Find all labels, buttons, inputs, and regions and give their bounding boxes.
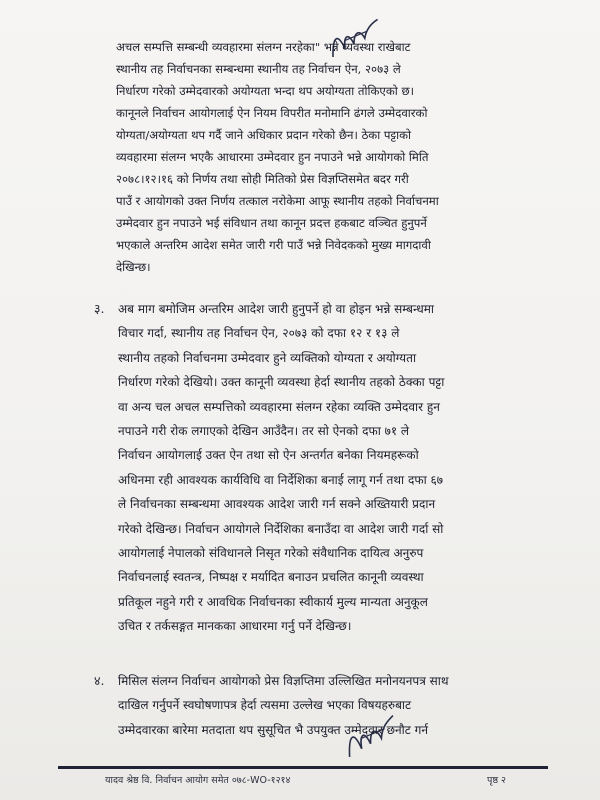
text-line: मिसिल संलग्न निर्वाचन आयोगको प्रेस विज्ञप्तिमा उल्लिखित मनोनयनपत्र साथ (118, 674, 449, 688)
text-line: योग्यता/अयोग्यता थप गर्दै जाने अधिकार प्रदान गरेको छैन। ठेका पट्टाको (116, 128, 412, 142)
text-line: स्थानीय तह निर्वाचनका सम्बन्धमा स्थानीय तह निर्वाचन ऐन, २०७३ ले (116, 62, 401, 76)
text-line: प्रतिकूल नहुने गरी र आवधिक निर्वाचनका स्वीकार्य मुल्य मान्यता अनुकूल (118, 594, 428, 609)
case-reference: यादव श्रेष्ठ वि. निर्वाचन आयोग समेत ०७८-WO-१२१४ (105, 775, 291, 786)
text-line: निर्धारण गरेको उम्मेदवारको अयोग्यता भन्दा थप अयोग्यता तोकिएको छ। (116, 84, 414, 98)
text-line: गरेको देखिन्छ। निर्वाचन आयोगले निर्देशिका बनाउँदा वा आदेश जारी गर्दा सो (118, 521, 444, 536)
paragraph-4 (118, 669, 530, 742)
text-line: विचार गर्दा, स्थानीय तह निर्वाचन ऐन, २०७३ को दफा १२ र १३ ले (118, 326, 400, 341)
text-line: व्यवहारमा संलग्न भएकै आधारमा उम्मेदवार हुन नपाउने भन्ने आयोगको मिति (116, 150, 429, 164)
text-line: नपाउने गरी रोक लगाएको देखिन आउँदैन। तर सो ऐनको दफा ७१ ले (118, 423, 410, 438)
text-line: स्थानीय तहको निर्वाचनमा उम्मेदवार हुने व्यक्तिको योग्यता र अयोग्यता (118, 350, 417, 365)
text-line: उम्मेदवार हुन नपाउने भई संविधान तथा कानून प्रदत्त हकबाट वञ्चित हुनुपर्ने (116, 216, 427, 230)
page-number: पृष्ठ २ (487, 775, 506, 786)
text-line: उम्मेदवारका बारेमा मतदाता थप सुसूचित भै उपयुक्त उम्मेदवार छनौट गर्न (118, 722, 429, 737)
text-line: २०७८।१२।१६ को निर्णय तथा सोही मितिको प्रेस विज्ञप्तिसमेत बदर गरी (116, 172, 409, 186)
text-line: अचल सम्पत्ति सम्बन्धी व्यवहारमा संलग्न नरहेका" भन्ने व्यवस्था राखेबाट (116, 40, 411, 54)
text-line: दाखिल गर्नुपर्ने स्वघोषणापत्र हेर्दा त्यसमा उल्लेख भएका विषयहरुबाट (118, 698, 412, 713)
text-line: देखिन्छ। (116, 260, 151, 274)
text-line: आयोगलाई नेपालको संविधानले निसृत गरेको संवैधानिक दायित्व अनुरुप (118, 545, 424, 560)
text-line: कानूनले निर्वाचन आयोगलाई ऐन नियम विपरीत मनोमानि ढंगले उम्मेदवारको (116, 106, 428, 120)
text-line: अब माग बमोजिम अन्तरिम आदेश जारी हुनुपर्ने हो वा होइन भन्ने सम्बन्धमा (118, 302, 434, 316)
paragraph-number: ३. (94, 301, 105, 316)
footer-rule (58, 766, 548, 769)
text-line: पाउँ र आयोगको उक्त निर्णय तत्काल नरोकेमा आफू स्थानीय तहको निर्वाचनमा (116, 194, 439, 208)
paragraph-continued (116, 36, 528, 278)
text-line: वा अन्य चल अचल सम्पत्तिको व्यवहारमा संलग्न रहेका व्यक्ति उम्मेदवार हुन (118, 399, 440, 414)
text-line: अधिनमा रही आवश्यक कार्यविधि वा निर्देशिका बनाई लागू गर्न तथा दफा ६७ (118, 472, 443, 487)
text-line: ले निर्वाचनका सम्बन्धमा आवश्यक आदेश जारी गर्न सक्ने अख्तियारी प्रदान (118, 497, 436, 512)
paragraph-3 (118, 297, 530, 638)
text-line: निर्वाचनलाई स्वतन्त्र, निष्पक्ष र मर्यादित बनाउन प्रचलित कानूनी व्यवस्था (118, 570, 424, 585)
text-line: निर्धारण गरेको देखियो। उक्त कानूनी व्यवस्था हेर्दा स्थानीय तहको ठेक्का पट्टा (118, 375, 445, 390)
text-line: निर्वाचन आयोगलाई उक्त ऐन तथा सो ऐन अन्तर्गत बनेका नियमहरूको (118, 448, 419, 463)
text-line: भएकाले अन्तरिम आदेश समेत जारी गरी पाउँ भन्ने निवेदकको मुख्य मागदावी (116, 238, 431, 252)
text-line: उचित र तर्कसङ्गत मानकका आधारमा गर्नु पर्ने देखिन्छ। (118, 619, 352, 634)
paragraph-number: ४. (94, 673, 105, 688)
